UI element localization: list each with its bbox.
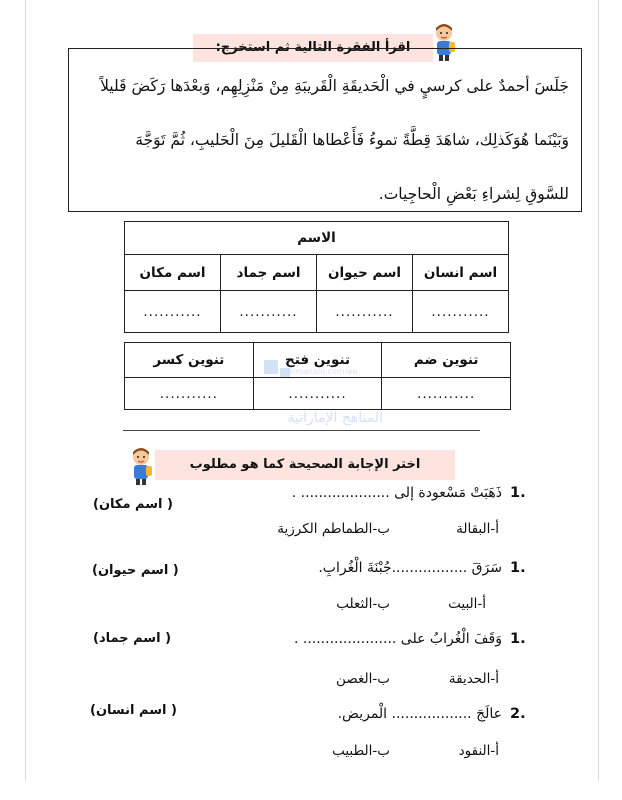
column-header-object: اسم جماد (221, 255, 317, 291)
blank-dots: ........... (335, 303, 394, 320)
column-header-kasra: تنوين كسر (125, 343, 254, 378)
blank-dots: ........... (239, 303, 298, 320)
answer-cell-object[interactable] (221, 291, 317, 333)
option-a[interactable]: أ-البيت (448, 596, 486, 612)
noun-table (124, 221, 509, 333)
answer-cell-human[interactable] (413, 291, 509, 333)
noun-table-header: الاسم (125, 222, 509, 255)
paragraph-box (68, 48, 582, 212)
answer-cell-damma[interactable] (382, 378, 511, 410)
watermark-url: almanahj.com/ae (288, 367, 358, 376)
instruction-read-text: اقرأ الفقرة التالية ثم استخرج: (215, 40, 411, 55)
paragraph-line-2: وَبَيْنَما هُوَكَذلِك، شاهَدَ قِطَّةً تموءُ فَأَعْطاها الْقَليلَ مِنَ الْحَليبِ، ثُمَّ تَوَجَّهَ (135, 131, 569, 149)
question-number: 1. (510, 560, 526, 576)
option-a[interactable]: أ-الحديقة (448, 671, 499, 687)
option-b[interactable]: ب-الطماطم الكرزية (277, 521, 390, 537)
paragraph-line-3: للسَّوقِ لِشراءِ بَعْضِ الْحاجِيات. (378, 185, 569, 203)
question-hint: ( اسم مكان) (93, 497, 173, 512)
blank-dots: ........... (431, 303, 490, 320)
column-header-place: اسم مكان (125, 255, 221, 291)
question-text: سَرَقَ .................جُبْنَةَ الْغُرابِ. (318, 560, 502, 576)
question-text: عالَجَ .................. الْمريض. (337, 706, 502, 722)
option-b[interactable]: ب-الثعلب (336, 596, 390, 612)
instruction-banner-choose (155, 450, 455, 480)
option-a[interactable]: أ-البقالة (456, 521, 499, 537)
option-b[interactable]: ب-الطبيب (332, 743, 390, 759)
answer-cell-place[interactable] (125, 291, 221, 333)
tanween-table (124, 342, 511, 410)
question-hint: ( اسم جماد) (93, 631, 172, 646)
answer-cell-kasra[interactable] (125, 378, 254, 410)
question-text: ذَهَبَتْ مَسْعودة إلى .................... . (291, 485, 502, 501)
column-header-human: اسم انسان (413, 255, 509, 291)
paragraph-line-1: جَلَسَ أحمدٌ على كرسيٍ في الْحَديقَةِ الْقَريبَةِ مِنْ مَنْزِلِهِم، وَبعْدَها رَكَضَ قَليلاً (100, 77, 569, 95)
blank-dots: ........... (143, 303, 202, 320)
question-number: 1. (510, 485, 526, 501)
section-divider (123, 430, 480, 431)
question-hint: ( اسم حيوان) (92, 563, 179, 578)
question-hint: ( اسم انسان) (90, 703, 177, 718)
blank-dots: ........... (288, 385, 347, 402)
blank-dots: ........... (159, 385, 218, 402)
column-header-fatha: تنوين فتح (253, 343, 382, 378)
instruction-choose-text: اختر الإجابة الصحيحة كما هو مطلوب (189, 457, 421, 472)
question-number: 2. (510, 706, 526, 722)
column-header-animal: اسم حيوان (317, 255, 413, 291)
blank-dots: ........... (417, 385, 476, 402)
column-header-damma: تنوين ضم (382, 343, 511, 378)
question-number: 1. (510, 631, 526, 647)
option-a[interactable]: أ-النقود (458, 743, 499, 759)
answer-cell-animal[interactable] (317, 291, 413, 333)
answer-cell-fatha[interactable] (253, 378, 382, 410)
question-text: وَقَفَ الْغُرابُ على ..................... . (293, 631, 502, 647)
watermark-arabic: المناهج الإماراتية (287, 410, 383, 426)
student-icon (127, 446, 155, 486)
option-b[interactable]: ب-الغصن (336, 671, 390, 687)
